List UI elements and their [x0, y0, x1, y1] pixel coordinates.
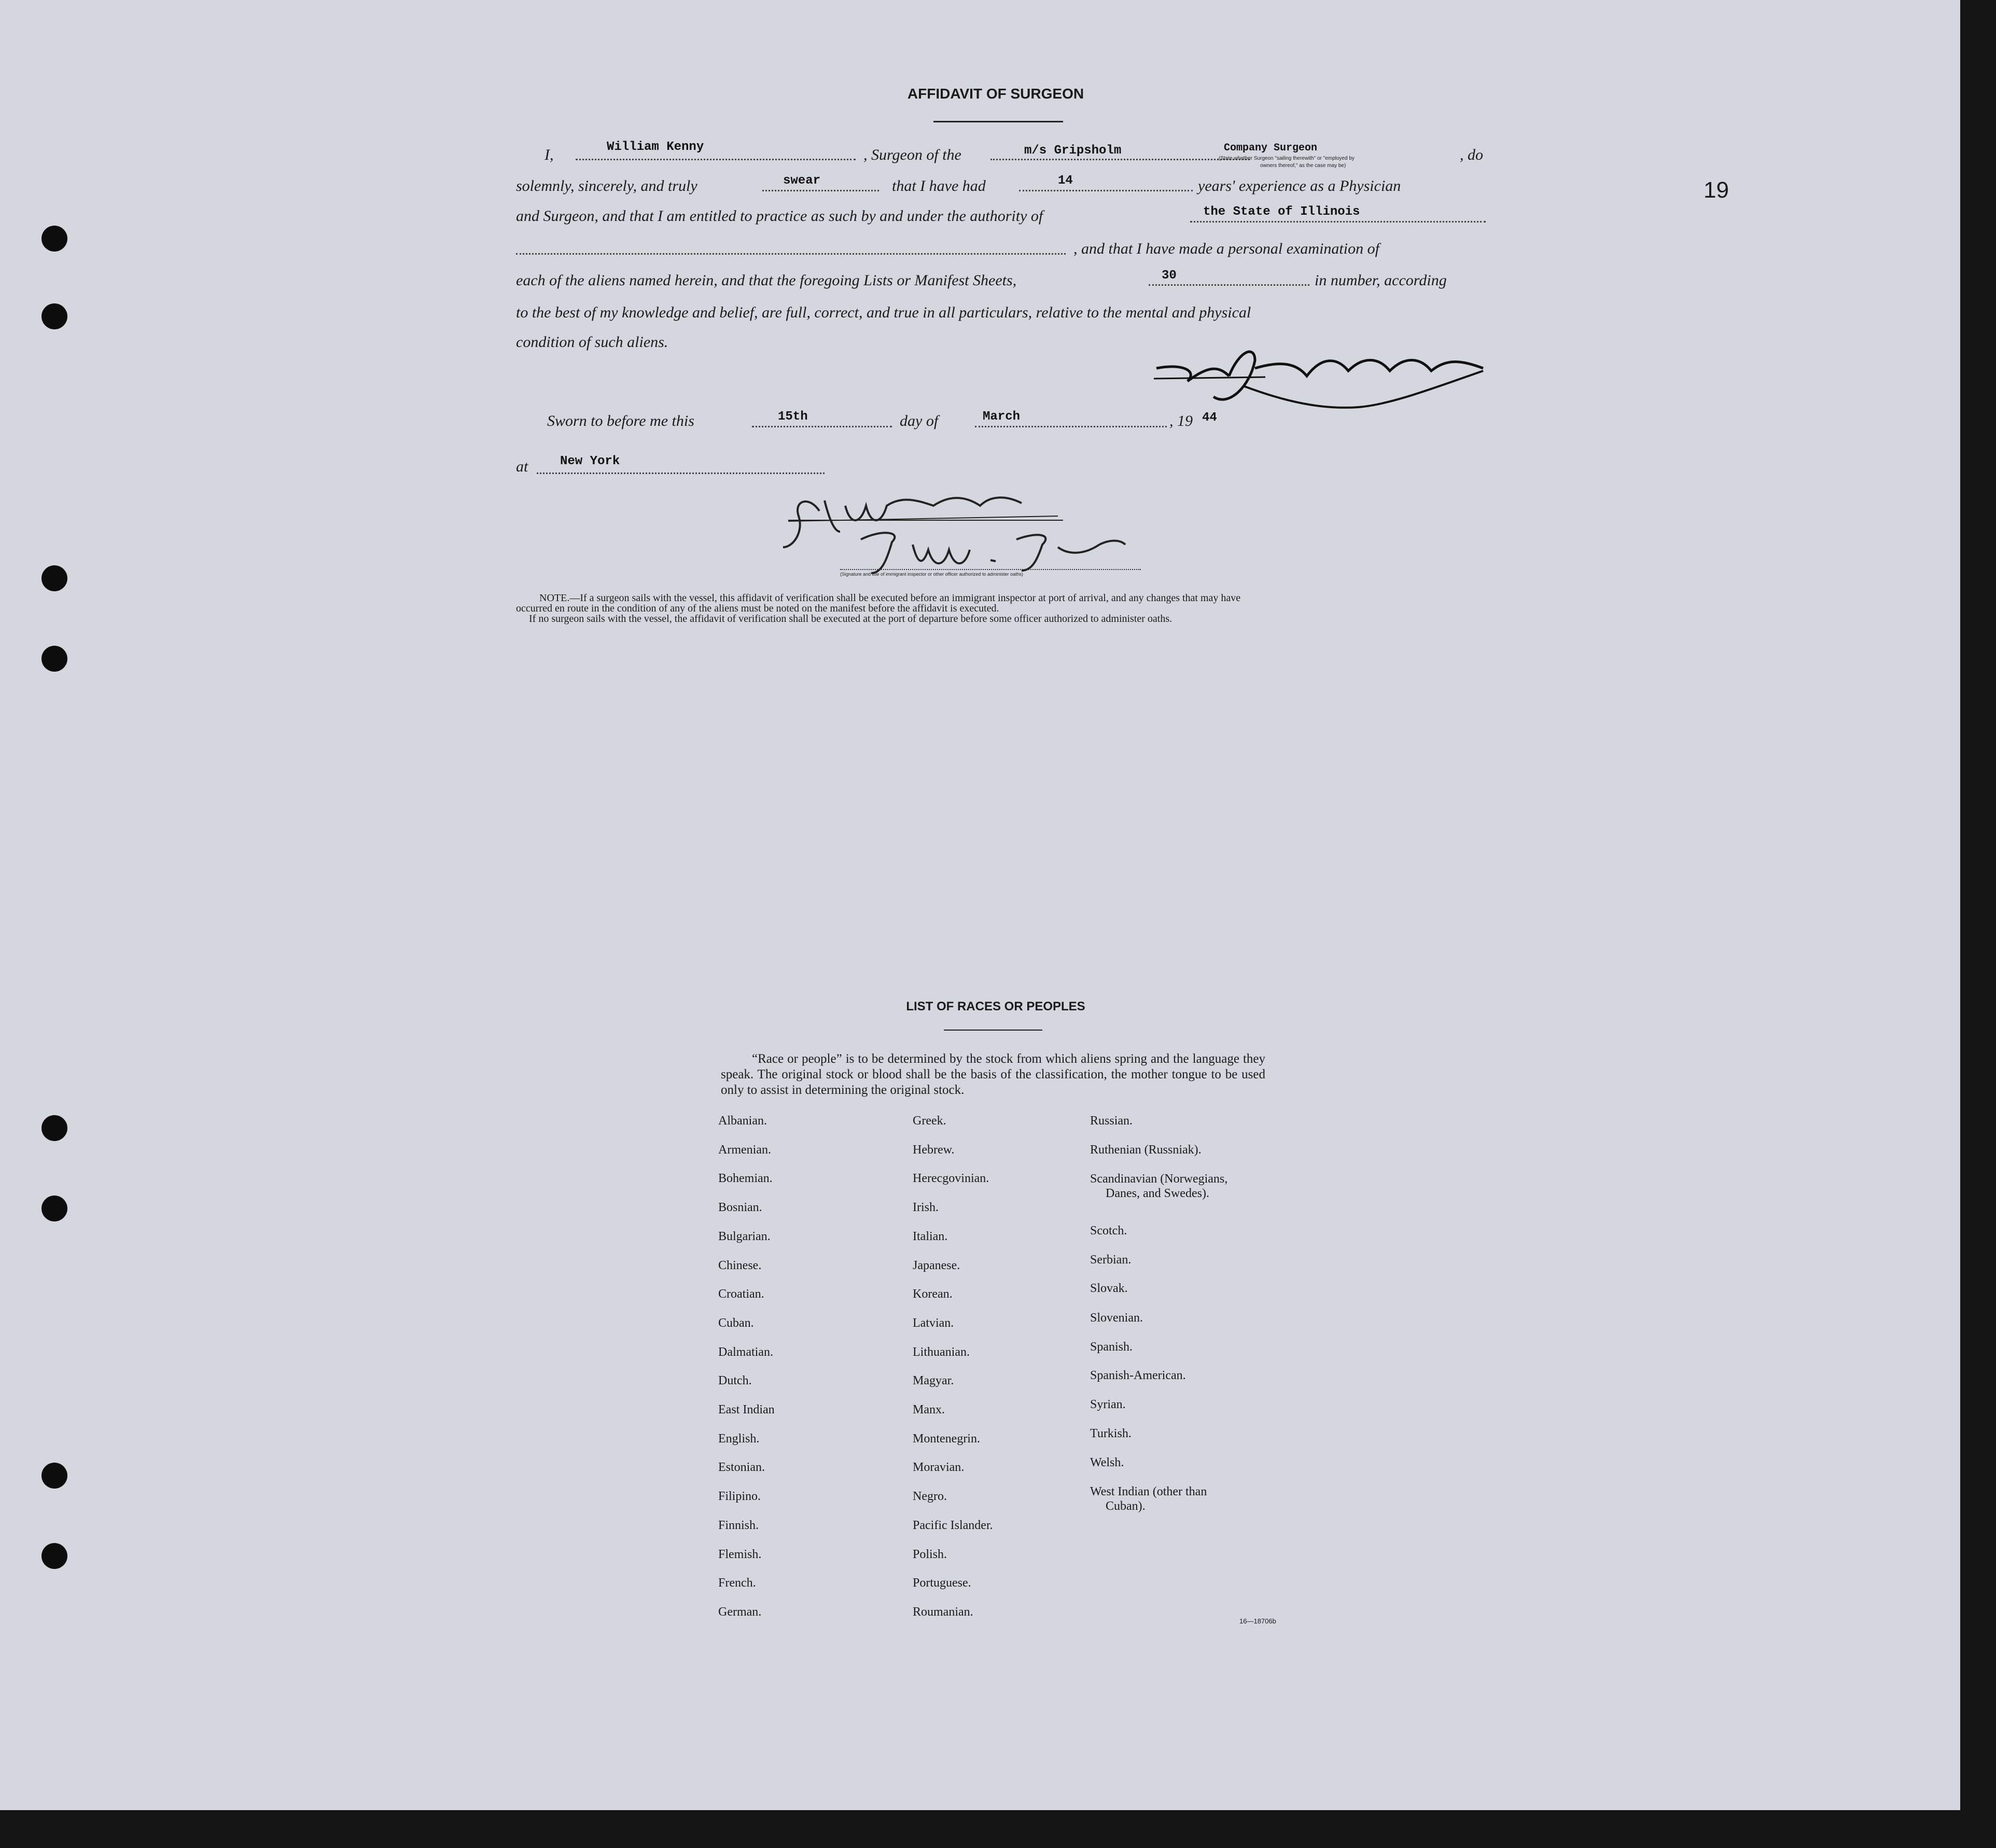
affidavit-text: years' experience as a Physician	[1198, 177, 1401, 194]
race-item: Hebrew.	[913, 1143, 955, 1157]
race-item: Dalmatian.	[718, 1345, 773, 1359]
oath-type: swear	[783, 174, 821, 188]
race-item: Pacific Islander.	[913, 1519, 993, 1532]
affidavit-text: I,	[545, 146, 554, 163]
sworn-day: 15th	[778, 410, 808, 424]
punch-hole	[41, 1463, 67, 1489]
affidavit-text: to the best of my knowledge and belief, are full, correct, and true in all particulars, relative to the mental and physical	[516, 304, 1251, 321]
race-item: Ruthenian (Russniak).	[1090, 1143, 1202, 1157]
race-item: Estonian.	[718, 1461, 765, 1474]
punch-hole	[41, 1196, 67, 1221]
punch-hole	[41, 226, 67, 252]
authority-continued-field	[516, 240, 1066, 255]
race-item: Finnish.	[718, 1519, 759, 1532]
oath-field	[762, 176, 879, 191]
race-item: Serbian.	[1090, 1253, 1132, 1267]
surgeon-name: William Kenny	[607, 140, 704, 154]
affidavit-text: , Surgeon of the	[863, 146, 961, 163]
race-item: West Indian (other than Cuban).	[1090, 1485, 1207, 1513]
race-item: Roumanian.	[913, 1605, 973, 1619]
race-item: Dutch.	[718, 1374, 752, 1387]
race-item: Chinese.	[718, 1259, 762, 1272]
race-item: Slovenian.	[1090, 1311, 1143, 1325]
race-item: Japanese.	[913, 1259, 960, 1272]
affidavit-note	[516, 593, 1486, 624]
form-number: 16—18706b	[1239, 1617, 1276, 1625]
race-item: Russian.	[1090, 1114, 1133, 1128]
note-line: occurred en route in the condition of any of the aliens must be noted on the manifest before the affidavit is executed.	[516, 603, 999, 614]
years-field	[1019, 176, 1193, 191]
race-item: Korean.	[913, 1287, 953, 1301]
surgeon-signature	[1151, 340, 1493, 423]
races-intro	[721, 1051, 1265, 1098]
punch-hole	[41, 1115, 67, 1141]
vessel-name: m/s Gripsholm	[1024, 144, 1122, 158]
race-item: Latvian.	[913, 1316, 954, 1330]
race-item: Bohemian.	[718, 1172, 773, 1185]
note-line: If no surgeon sails with the vessel, the affidavit of verification shall be executed at the port of departure before some officer authorized to administer oaths.	[529, 613, 1173, 624]
inspector-title-line	[840, 569, 1141, 570]
race-item: Italian.	[913, 1230, 948, 1243]
sheets-count: 30	[1162, 269, 1177, 283]
race-item: Welsh.	[1090, 1456, 1124, 1469]
affidavit-text: each of the aliens named herein, and that the foregoing Lists or Manifest Sheets,	[516, 272, 1017, 289]
races-title-underline	[944, 1030, 1042, 1031]
race-item: Portuguese.	[913, 1576, 971, 1590]
punch-hole	[41, 303, 67, 329]
affidavit-text: , and that I have made a personal examination of	[1073, 240, 1379, 257]
inspector-caption: (Signature and title of immigrant inspector or other officer authorized to administer oaths)	[840, 572, 1024, 577]
race-item: Lithuanian.	[913, 1345, 970, 1359]
race-item: Slovak.	[1090, 1282, 1128, 1295]
race-item: Spanish-American.	[1090, 1369, 1186, 1382]
race-item: Syrian.	[1090, 1398, 1126, 1411]
races-intro-text: “Race or people” is to be determined by the stock from which aliens spring and the language they speak. The original stock or blood shall be the basis of the classification, the mother tongue to be used only to assist in determining the original stock.	[721, 1052, 1265, 1097]
affidavit-text: condition of such aliens.	[516, 334, 668, 351]
punch-hole	[41, 1543, 67, 1569]
affidavit-title: AFFIDAVIT OF SURGEON	[907, 86, 1084, 102]
race-item: Negro.	[913, 1490, 947, 1503]
race-item: Cuban.	[718, 1316, 754, 1330]
race-item: Scotch.	[1090, 1224, 1127, 1238]
race-item: Spanish.	[1090, 1340, 1133, 1354]
race-item: Croatian.	[718, 1287, 764, 1301]
affidavit-text: and Surgeon, and that I am entitled to practice as such by and under the authority of	[516, 207, 1043, 225]
race-item: Bosnian.	[718, 1201, 762, 1214]
punch-hole	[41, 646, 67, 672]
race-item: East Indian	[718, 1403, 775, 1416]
race-item: Montenegrin.	[913, 1432, 980, 1446]
race-item: French.	[718, 1576, 756, 1590]
sworn-year-suffix: 44	[1202, 411, 1217, 425]
race-item: German.	[718, 1605, 762, 1619]
race-item: Turkish.	[1090, 1427, 1132, 1440]
sworn-label: Sworn to before me this	[547, 412, 694, 429]
race-item: Bulgarian.	[718, 1230, 771, 1243]
race-item: Filipino.	[718, 1490, 761, 1503]
race-item: English.	[718, 1432, 760, 1446]
race-item: Magyar.	[913, 1374, 954, 1387]
affidavit-text: in number, according	[1315, 272, 1447, 289]
sworn-text: , 19	[1169, 412, 1193, 429]
affidavit-text: solemnly, sincerely, and truly	[516, 177, 697, 194]
race-item: Moravian.	[913, 1461, 965, 1474]
place: New York	[560, 454, 620, 468]
employment-hint: owners thereof," as the case may be)	[1260, 163, 1346, 169]
race-item: Greek.	[913, 1114, 946, 1128]
sworn-text: day of	[900, 412, 939, 429]
employment-typed: Company Surgeon	[1224, 142, 1318, 154]
title-underline	[933, 121, 1063, 122]
inspector-signature-line	[788, 520, 1063, 521]
races-title: LIST OF RACES OR PEOPLES	[906, 999, 1085, 1013]
punch-hole	[41, 565, 67, 591]
race-item: Irish.	[913, 1201, 939, 1214]
race-item: Flemish.	[718, 1548, 762, 1561]
race-item: Armenian.	[718, 1143, 771, 1157]
race-item: Polish.	[913, 1548, 947, 1561]
page-number: 19	[1704, 177, 1729, 203]
place-label: at	[516, 458, 528, 475]
race-item: Herecgovinian.	[913, 1172, 989, 1185]
years-experience: 14	[1058, 174, 1073, 188]
race-item: Manx.	[913, 1403, 945, 1416]
note-line: NOTE.—If a surgeon sails with the vessel, this affidavit of verification shall be executed before an immigrant inspector at port of arrival, and any changes that may have	[539, 592, 1241, 604]
authority: the State of Illinois	[1203, 205, 1360, 219]
race-item: Scandinavian (Norwegians, Danes, and Swedes).	[1090, 1172, 1228, 1200]
affidavit-text: , do	[1460, 146, 1483, 163]
sworn-day-field	[752, 412, 892, 427]
affidavit-text: that I have had	[892, 177, 986, 194]
employment-hint: (State whether Surgeon "sailing therewith" or "employed by	[1219, 156, 1355, 161]
race-item: Albanian.	[718, 1114, 767, 1128]
sworn-month: March	[983, 410, 1021, 424]
